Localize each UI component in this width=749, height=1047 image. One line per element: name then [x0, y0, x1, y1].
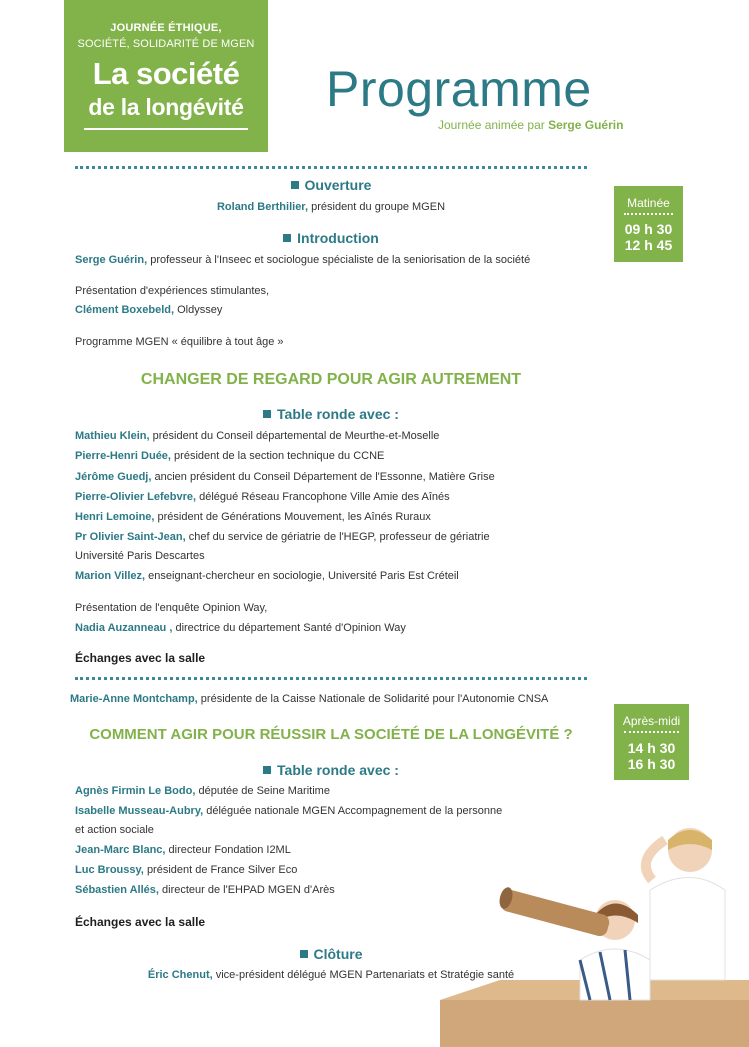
speaker-role: présidente de la Caisse Nationale de Solidarité pour l'Autonomie CNSA [200, 693, 549, 705]
enquete-text: Présentation de l'enquête Opinion Way, [75, 602, 268, 614]
child-shirt [650, 878, 725, 981]
participant-name: Isabelle Musseau-Aubry, [75, 805, 204, 817]
ouverture-heading [75, 177, 587, 193]
speaker-role: Oldyssey [177, 304, 223, 316]
ouverture-heading-text: Ouverture [304, 177, 372, 193]
apres-midi-end: 16 h 30 [627, 756, 676, 772]
subtitle-prefix: Journée animée par [438, 118, 545, 132]
speaker-name: Roland Berthilier, [216, 201, 309, 213]
event-title-block [64, 0, 268, 152]
dotted-divider [624, 731, 679, 733]
participant-role: délégué Réseau Francophone Ville Amie des Aînés [199, 491, 450, 503]
participant-row [75, 805, 502, 817]
participant-name: Pierre-Olivier Lefebvre, [75, 491, 197, 503]
participant-role: députée de Seine Maritime [198, 785, 330, 797]
page-subtitle [438, 118, 623, 132]
participant-role: directeur de l'EHPAD MGEN d'Arès [162, 884, 335, 896]
square-bullet-icon [263, 766, 271, 774]
participant-role: président de Générations Mouvement, les Aînés Ruraux [157, 511, 431, 523]
table-ronde-text: Table ronde avec : [277, 762, 399, 778]
participant-name: Luc Broussy, [75, 864, 144, 876]
dotted-divider [75, 166, 587, 169]
event-title-line2: de la longévité [88, 94, 244, 120]
speaker-name: Marie-Anne Montchamp, [70, 693, 198, 705]
title-underline [84, 128, 248, 130]
introduction-heading [75, 230, 587, 246]
ouverture-speaker [75, 201, 587, 213]
children-photo [440, 820, 749, 1047]
participant-role: président de la section technique du CCNE [174, 450, 385, 462]
speaker-role: professeur à l'Inseec et sociologue spécialiste de la seniorisation de la société [150, 254, 531, 266]
child-arm [646, 840, 665, 880]
apres-midi-time-box [614, 704, 689, 780]
participant-role: enseignant-chercheur en sociologie, Université Paris Est Créteil [148, 570, 459, 582]
participant-role: Université Paris Descartes [75, 550, 205, 562]
apres-midi-start: 14 h 30 [627, 740, 676, 756]
participant-row [75, 450, 384, 462]
participant-row-continuation [75, 550, 205, 562]
participant-name: Pierre-Henri Duée, [75, 450, 171, 462]
montchamp-speaker [70, 693, 548, 705]
participant-row [75, 844, 291, 856]
section2-echanges: Échanges avec la salle [75, 915, 206, 929]
section1-title: CHANGER DE REGARD POUR AGIR AUTREMENT [140, 371, 522, 388]
participant-name: Agnès Firmin Le Bodo, [75, 785, 196, 797]
participant-row [75, 491, 450, 503]
participant-name: Mathieu Klein, [75, 430, 150, 442]
speaker-name: Serge Guérin, [75, 254, 148, 266]
participant-role: président de France Silver Eco [146, 864, 298, 876]
section1-table-ronde-heading [75, 406, 587, 422]
square-bullet-icon [283, 234, 291, 242]
participant-row [75, 884, 335, 896]
participant-row [75, 864, 297, 876]
speaker-role: vice-président délégué MGEN Partenariats et Stratégie santé [215, 969, 515, 981]
participant-role: directeur Fondation I2ML [168, 844, 291, 856]
section2-table-ronde-heading [75, 762, 587, 778]
matinee-label: Matinée [627, 196, 670, 210]
table-ronde-text: Table ronde avec : [277, 406, 399, 422]
square-bullet-icon [291, 181, 299, 189]
experiences-speaker [75, 304, 222, 316]
participant-role: chef du service de gériatrie de l'HEGP, professeur de gériatrie [188, 531, 490, 543]
cardboard-telescope [499, 888, 611, 938]
introduction-heading-text: Introduction [297, 230, 379, 246]
speaker-role: président du groupe MGEN [311, 201, 446, 213]
event-supertitle-line2: SOCIÉTÉ, SOLIDARITÉ DE MGEN [77, 38, 255, 50]
participant-role: ancien président du Conseil Département de l'Essonne, Matière Grise [154, 471, 495, 483]
matinee-end: 12 h 45 [624, 237, 673, 253]
participant-row [75, 511, 431, 523]
participant-name: Jean-Marc Blanc, [75, 844, 166, 856]
square-bullet-icon [263, 410, 271, 418]
speaker-role: directrice du département Santé d'Opinion Way [175, 622, 406, 634]
child-shirt [580, 949, 650, 1000]
programme-mgen-text: Programme MGEN « équilibre à tout âge » [75, 336, 284, 348]
cloture-heading-text: Clôture [313, 946, 363, 962]
enquete-speaker [75, 622, 406, 634]
experiences-text: Présentation d'expériences stimulantes, [75, 285, 270, 297]
participant-role: et action sociale [75, 824, 154, 836]
participant-row-continuation [75, 824, 154, 836]
dotted-divider [624, 213, 673, 215]
participant-name: Pr Olivier Saint-Jean, [75, 531, 186, 543]
cardboard-box [440, 1000, 749, 1047]
participant-role: président du Conseil départemental de Meurthe-et-Moselle [152, 430, 440, 442]
participant-name: Sébastien Allés, [75, 884, 159, 896]
participant-role: déléguée nationale MGEN Accompagnement de la personne [206, 805, 503, 817]
apres-midi-label: Après-midi [622, 714, 681, 728]
event-title-line1: La société [92, 56, 240, 91]
speaker-name: Nadia Auzanneau , [75, 622, 173, 634]
matinee-time-box [614, 186, 683, 262]
matinee-start: 09 h 30 [624, 221, 673, 237]
event-supertitle-line1: JOURNÉE ÉTHIQUE, [110, 22, 222, 34]
participant-row [75, 570, 459, 582]
square-bullet-icon [300, 950, 308, 958]
participant-row [75, 785, 330, 797]
speaker-name: Clément Boxebeld, [75, 304, 175, 316]
subtitle-host: Serge Guérin [548, 118, 624, 132]
participant-name: Marion Villez, [75, 570, 146, 582]
section2-title: COMMENT AGIR POUR RÉUSSIR LA SOCIÉTÉ DE LA LONGÉVITÉ ? [89, 726, 573, 743]
participant-row [75, 471, 495, 483]
participant-row [75, 531, 490, 543]
speaker-name: Éric Chenut, [147, 969, 213, 981]
participant-row [75, 430, 439, 442]
participant-name: Jérôme Guedj, [75, 471, 152, 483]
dotted-divider [75, 677, 587, 680]
introduction-speaker [75, 254, 530, 266]
participant-name: Henri Lemoine, [75, 511, 155, 523]
section1-echanges: Échanges avec la salle [75, 651, 206, 665]
page-title: Programme [326, 61, 592, 117]
